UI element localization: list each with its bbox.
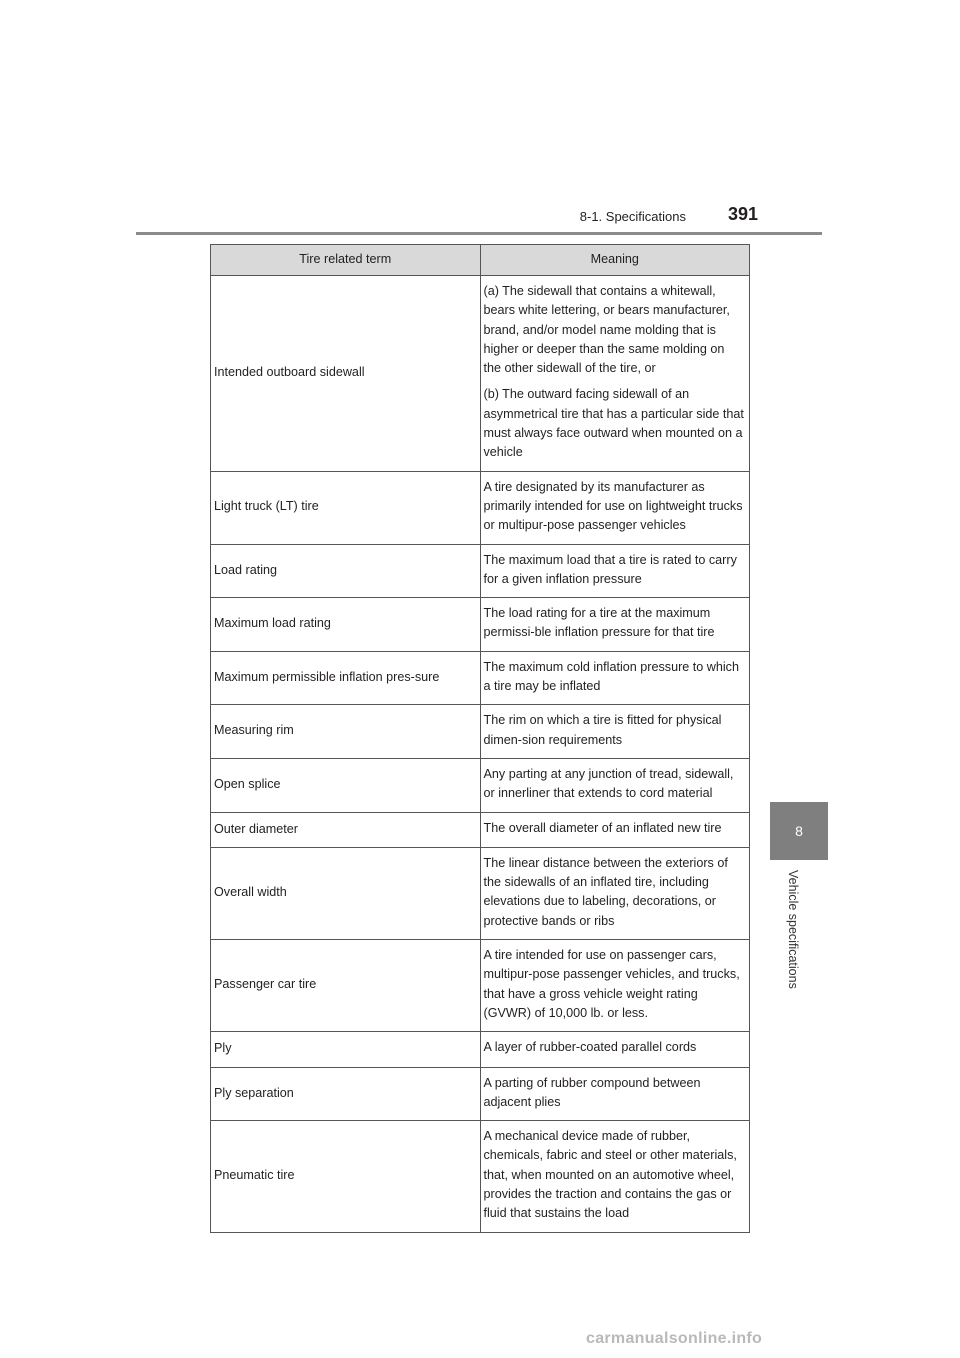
meaning-paragraph: The maximum cold inflation pressure to which a tire may be inflated bbox=[483, 659, 739, 694]
table-row bbox=[211, 651, 750, 705]
table-row bbox=[211, 544, 750, 598]
chapter-number: 8 bbox=[795, 823, 803, 839]
section-title: 8-1. Specifications bbox=[579, 209, 686, 224]
meaning-paragraph: A parting of rubber compound between adjacent plies bbox=[483, 1075, 701, 1109]
term-cell: Passenger car tire bbox=[211, 940, 481, 1032]
table-row bbox=[211, 598, 750, 652]
meaning-cell bbox=[480, 758, 750, 812]
term-cell: Load rating bbox=[211, 544, 481, 598]
term-cell: Outer diameter bbox=[211, 812, 481, 847]
meaning-cell bbox=[480, 812, 750, 847]
meaning-cell bbox=[480, 651, 750, 705]
table-row bbox=[211, 1032, 750, 1067]
table-row bbox=[211, 847, 750, 939]
table-row bbox=[211, 276, 750, 472]
table-row bbox=[211, 758, 750, 812]
column-header-meaning: Meaning bbox=[480, 245, 750, 276]
meaning-cell bbox=[480, 1032, 750, 1067]
chapter-tab bbox=[770, 802, 828, 860]
meaning-cell bbox=[480, 1121, 750, 1232]
meaning-paragraph: The linear distance between the exteriors of the sidewalls of an inflated tire, including elevations due to labeling, decorations, or protective bands or ribs bbox=[483, 855, 728, 928]
term-cell: Ply separation bbox=[211, 1067, 481, 1121]
meaning-paragraph: A tire intended for use on passenger cars, multipur-pose passenger vehicles, and trucks, that have a gross vehicle weight rating (GVWR) of 10,000 lb. or less. bbox=[483, 948, 740, 1020]
meaning-paragraph: A tire designated by its manufacturer as primarily intended for use on lightweight trucks or multipur-pose passenger vehicles bbox=[483, 479, 743, 533]
meaning-paragraph: The rim on which a tire is fitted for physical dimen-sion requirements bbox=[483, 713, 722, 747]
table-header-row bbox=[211, 245, 750, 276]
header-divider bbox=[136, 232, 822, 235]
meaning-paragraph: (b) The outward facing sidewall of an asymmetrical tire that has a particular side that must always face outward when mounted on a vehicle bbox=[483, 387, 744, 460]
term-cell: Open splice bbox=[211, 758, 481, 812]
tire-terms-table bbox=[210, 244, 750, 1233]
table-row bbox=[211, 812, 750, 847]
meaning-cell bbox=[480, 544, 750, 598]
term-cell: Ply bbox=[211, 1032, 481, 1067]
term-cell: Intended outboard sidewall bbox=[211, 276, 481, 472]
term-cell: Measuring rim bbox=[211, 705, 481, 759]
meaning-cell bbox=[480, 471, 750, 544]
meaning-paragraph: A mechanical device made of rubber, chemicals, fabric and steel or other materials, that, when mounted on an automotive wheel, provides the traction and contains the gas or fluid that sustains the load bbox=[483, 1129, 737, 1221]
meaning-paragraph: Any parting at any junction of tread, sidewall, or innerliner that extends to cord material bbox=[483, 766, 734, 801]
meaning-paragraph: A layer of rubber-coated parallel cords bbox=[483, 1040, 697, 1055]
meaning-cell bbox=[480, 705, 750, 759]
meaning-cell bbox=[480, 276, 750, 472]
meaning-paragraph: The maximum load that a tire is rated to carry for a given inflation pressure bbox=[483, 552, 737, 586]
meaning-paragraph: The overall diameter of an inflated new tire bbox=[483, 820, 722, 835]
table-row bbox=[211, 1067, 750, 1121]
meaning-cell bbox=[480, 847, 750, 939]
meaning-cell bbox=[480, 1067, 750, 1121]
meaning-cell bbox=[480, 940, 750, 1032]
meaning-paragraph: The load rating for a tire at the maximum permissi-ble inflation pressure for that tire bbox=[483, 606, 715, 640]
term-cell: Overall width bbox=[211, 847, 481, 939]
meaning-cell bbox=[480, 598, 750, 652]
term-cell: Maximum permissible inflation pres-sure bbox=[211, 651, 481, 705]
table-row bbox=[211, 1121, 750, 1232]
table-row bbox=[211, 471, 750, 544]
page-number: 391 bbox=[728, 204, 759, 224]
term-cell: Light truck (LT) tire bbox=[211, 471, 481, 544]
term-cell: Maximum load rating bbox=[211, 598, 481, 652]
page-header bbox=[0, 196, 960, 236]
table-row bbox=[211, 705, 750, 759]
term-cell: Pneumatic tire bbox=[211, 1121, 481, 1232]
meaning-paragraph: (a) The sidewall that contains a whitewall, bears white lettering, or bears manufacturer, brand, and/or model name molding that is higher or deeper than the same molding on the other sidewall of the tire, or bbox=[483, 284, 730, 376]
table-body bbox=[211, 276, 750, 1233]
table-row bbox=[211, 940, 750, 1032]
column-header-term: Tire related term bbox=[211, 245, 481, 276]
watermark: carmanualsonline.info bbox=[586, 1330, 763, 1347]
chapter-label: Vehicle specifications bbox=[786, 870, 800, 989]
